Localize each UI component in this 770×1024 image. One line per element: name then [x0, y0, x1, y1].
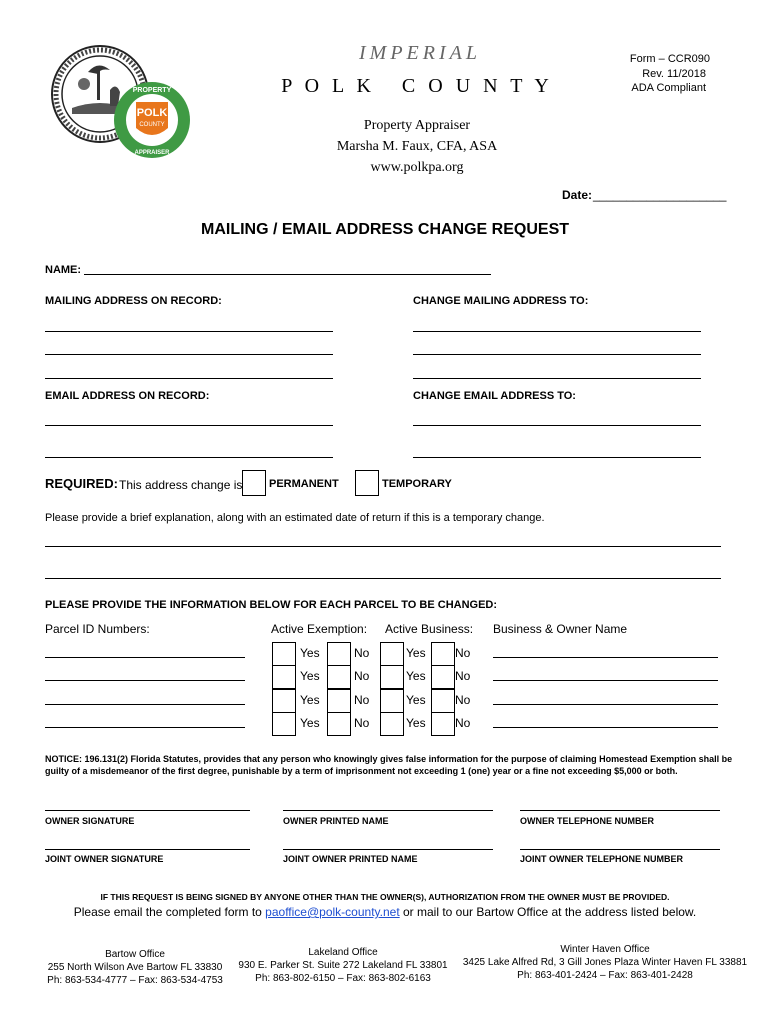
- office-name: Bartow Office: [105, 949, 165, 960]
- imperial-heading: IMPERIAL: [359, 42, 481, 64]
- owner-phone-line[interactable]: [520, 810, 720, 811]
- office-phone: Ph: 863-401-2424 – Fax: 863-401-2428: [517, 970, 693, 981]
- county-heading: P O L K C O U N T Y: [281, 75, 553, 97]
- business-yes-checkbox[interactable]: [380, 712, 404, 736]
- joint-signature-line[interactable]: [45, 849, 250, 850]
- col-business-owner: Business & Owner Name: [493, 622, 628, 636]
- permanent-label: PERMANENT: [269, 478, 339, 490]
- required-text: This address change is: [119, 478, 243, 492]
- required-label: REQUIRED:: [45, 476, 118, 491]
- name-label: NAME:: [45, 264, 82, 276]
- badge-county-text: COUNTY: [139, 122, 165, 128]
- mailing-on-record-line-3[interactable]: [45, 378, 333, 379]
- business-no-label: No: [455, 669, 471, 683]
- mailing-on-record-line-2[interactable]: [45, 354, 333, 355]
- exemption-no-label: No: [354, 716, 370, 730]
- explanation-line-1[interactable]: [45, 546, 721, 547]
- business-owner-name-line[interactable]: [493, 727, 718, 728]
- temporary-checkbox[interactable]: [355, 470, 379, 496]
- ada-compliant: ADA Compliant: [631, 82, 706, 94]
- change-email-label: CHANGE EMAIL ADDRESS TO:: [413, 390, 576, 402]
- exemption-yes-label: Yes: [300, 669, 320, 683]
- polk-county-appraiser-badge: [112, 80, 192, 160]
- change-mailing-label: CHANGE MAILING ADDRESS TO:: [413, 295, 589, 307]
- business-no-checkbox[interactable]: [431, 665, 455, 689]
- office-name: Lakeland Office: [308, 947, 378, 958]
- business-no-label: No: [455, 646, 471, 660]
- exemption-yes-label: Yes: [300, 716, 320, 730]
- statute-notice: NOTICE: 196.131(2) Florida Statutes, provides that any person who knowingly gives false information for the purpose of claiming Homestead Exemption shall be guilty of a misdemeanor of the first degree, punishable by a term of imprisonment not exceeding 1 (one) year or a fine not exceeding $5,000 or both.: [45, 754, 733, 776]
- business-yes-label: Yes: [406, 669, 426, 683]
- change-mailing-line-1[interactable]: [413, 331, 701, 332]
- office-address: 3425 Lake Alfred Rd, 3 Gill Jones Plaza Winter Haven FL 33881: [462, 957, 748, 968]
- office-lakeland: [228, 946, 458, 985]
- exemption-yes-checkbox[interactable]: [272, 665, 296, 689]
- exemption-yes-label: Yes: [300, 646, 320, 660]
- owner-printed-line[interactable]: [283, 810, 493, 811]
- appraiser-name: Marsha M. Faux, CFA, ASA: [336, 139, 498, 154]
- business-owner-name-line[interactable]: [493, 657, 718, 658]
- exemption-no-checkbox[interactable]: [327, 689, 351, 713]
- office-winter-haven: [450, 943, 760, 982]
- date-field[interactable]: ____________________: [593, 188, 727, 202]
- website[interactable]: www.polkpa.org: [370, 160, 464, 175]
- form-revision: Rev. 11/2018: [642, 68, 706, 80]
- form-number: Form – CCR090: [629, 53, 710, 65]
- office-phone: Ph: 863-534-4777 – Fax: 863-534-4753: [47, 975, 223, 986]
- change-mailing-line-3[interactable]: [413, 378, 701, 379]
- name-field[interactable]: [84, 274, 491, 275]
- badge-property-text: PROPERTY: [132, 87, 172, 94]
- joint-printed-line[interactable]: [283, 849, 493, 850]
- authorization-notice: IF THIS REQUEST IS BEING SIGNED BY ANYONE OTHER THAN THE OWNER(S), AUTHORIZATION FROM THE OWNER MUST BE PROVIDED.: [100, 892, 670, 902]
- business-no-label: No: [455, 693, 471, 707]
- joint-phone-line[interactable]: [520, 849, 720, 850]
- exemption-no-checkbox[interactable]: [327, 665, 351, 689]
- email-on-record-line-2[interactable]: [45, 457, 333, 458]
- explanation-line-2[interactable]: [45, 578, 721, 579]
- email-instructions-post: or mail to our Bartow Office at the address listed below.: [399, 905, 697, 919]
- mailing-on-record-label: MAILING ADDRESS ON RECORD:: [45, 295, 222, 307]
- exemption-no-label: No: [354, 693, 370, 707]
- email-link[interactable]: paoffice@polk-county.net: [265, 905, 400, 919]
- email-on-record-label: EMAIL ADDRESS ON RECORD:: [45, 390, 210, 402]
- exemption-no-label: No: [354, 646, 370, 660]
- business-yes-checkbox[interactable]: [380, 665, 404, 689]
- owner-phone-label: OWNER TELEPHONE NUMBER: [520, 816, 655, 826]
- exemption-no-label: No: [354, 669, 370, 683]
- business-yes-checkbox[interactable]: [380, 689, 404, 713]
- joint-printed-label: JOINT OWNER PRINTED NAME: [283, 854, 418, 864]
- exemption-yes-checkbox[interactable]: [272, 642, 296, 666]
- badge-appraiser-text: APPRAISER: [134, 150, 170, 156]
- email-instructions-pre: Please email the completed form to: [73, 905, 266, 919]
- joint-phone-label: JOINT OWNER TELEPHONE NUMBER: [520, 854, 684, 864]
- explanation-instructions: Please provide a brief explanation, along with an estimated date of return if this is a temporary change.: [45, 512, 545, 524]
- change-email-line-1[interactable]: [413, 425, 701, 426]
- form-title: MAILING / EMAIL ADDRESS CHANGE REQUEST: [200, 221, 570, 238]
- email-instructions: [0, 905, 770, 919]
- exemption-no-checkbox[interactable]: [327, 642, 351, 666]
- permanent-checkbox[interactable]: [242, 470, 266, 496]
- business-yes-checkbox[interactable]: [380, 642, 404, 666]
- business-no-label: No: [455, 716, 471, 730]
- owner-signature-label: OWNER SIGNATURE: [45, 816, 135, 826]
- business-owner-name-line[interactable]: [493, 680, 718, 681]
- joint-signature-label: JOINT OWNER SIGNATURE: [45, 854, 164, 864]
- business-no-checkbox[interactable]: [431, 689, 455, 713]
- change-email-line-2[interactable]: [413, 457, 701, 458]
- office-address: 930 E. Parker St. Suite 272 Lakeland FL 33801: [238, 960, 448, 971]
- badge-polk-text: POLK: [136, 107, 168, 119]
- office-address: 255 North Wilson Ave Bartow FL 33830: [47, 962, 223, 973]
- parcel-heading: PLEASE PROVIDE THE INFORMATION BELOW FOR EACH PARCEL TO BE CHANGED:: [45, 599, 498, 611]
- exemption-yes-checkbox[interactable]: [272, 689, 296, 713]
- temporary-label: TEMPORARY: [382, 478, 452, 490]
- business-yes-label: Yes: [406, 716, 426, 730]
- date-label: Date:: [562, 188, 593, 202]
- change-mailing-line-2[interactable]: [413, 354, 701, 355]
- office-bartow: [35, 948, 235, 987]
- parcel-id-line[interactable]: [45, 680, 245, 681]
- exemption-yes-checkbox[interactable]: [272, 712, 296, 736]
- business-no-checkbox[interactable]: [431, 712, 455, 736]
- exemption-yes-label: Yes: [300, 693, 320, 707]
- exemption-no-checkbox[interactable]: [327, 712, 351, 736]
- office-phone: Ph: 863-802-6150 – Fax: 863-802-6163: [255, 973, 431, 984]
- business-yes-label: Yes: [406, 646, 426, 660]
- mailing-on-record-line-1[interactable]: [45, 331, 333, 332]
- parcel-id-line[interactable]: [45, 727, 245, 728]
- col-active-business: Active Business:: [385, 622, 474, 636]
- office-name: Winter Haven Office: [560, 944, 650, 955]
- col-parcel-id: Parcel ID Numbers:: [45, 622, 150, 636]
- department-name: Property Appraiser: [363, 118, 471, 133]
- owner-printed-label: OWNER PRINTED NAME: [283, 816, 389, 826]
- business-no-checkbox[interactable]: [431, 642, 455, 666]
- parcel-id-line[interactable]: [45, 657, 245, 658]
- parcel-id-line[interactable]: [45, 704, 245, 705]
- col-active-exemption: Active Exemption:: [271, 622, 368, 636]
- email-on-record-line-1[interactable]: [45, 425, 333, 426]
- owner-signature-line[interactable]: [45, 810, 250, 811]
- business-owner-name-line[interactable]: [493, 704, 718, 705]
- business-yes-label: Yes: [406, 693, 426, 707]
